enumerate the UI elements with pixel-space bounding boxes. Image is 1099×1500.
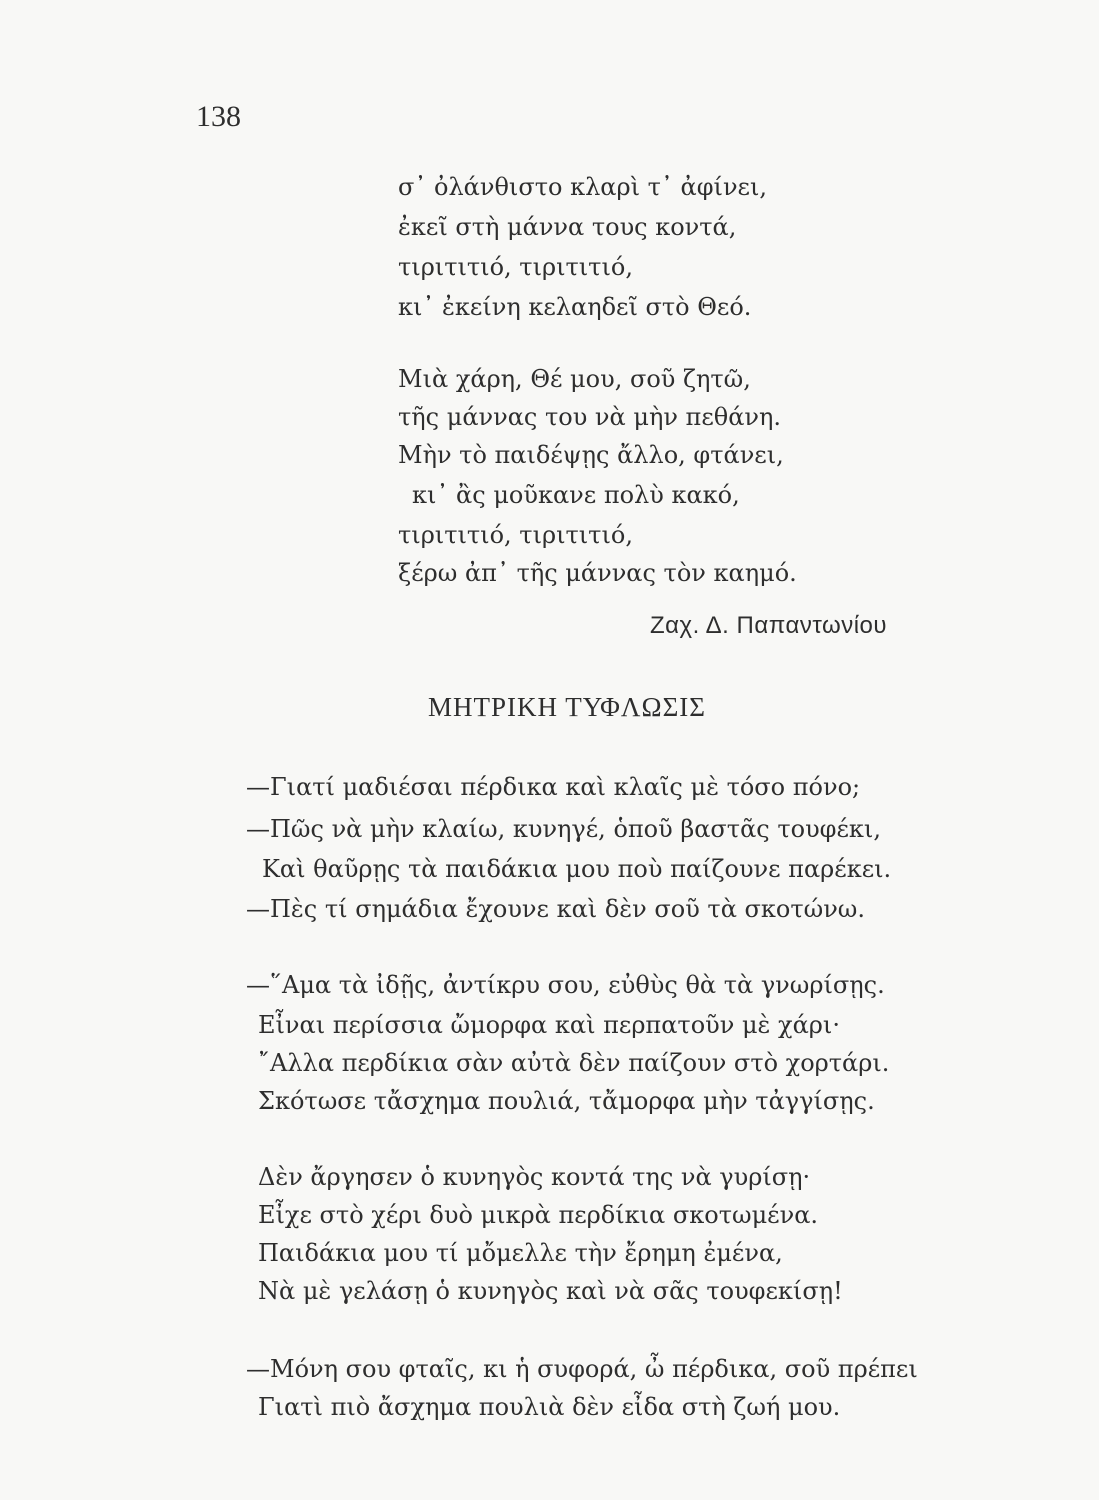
poem-line: Μὴν τὸ παιδέψῃς ἄλλο, φτάνει, bbox=[398, 441, 784, 469]
poem-line: —Γιατί μαδιέσαι πέρδικα καὶ κλαῖς μὲ τόσο πόνο; bbox=[246, 773, 861, 801]
poem-line: τῆς μάννας του νὰ μὴν πεθάνη. bbox=[398, 403, 782, 431]
page-number: 138 bbox=[196, 100, 241, 133]
poem-line: Εἶναι περίσσια ὤμορφα καὶ περπατοῦν μὲ χάρι· bbox=[258, 1011, 840, 1039]
poem-line: Παιδάκια μου τί μὄμελλε τὴν ἔρημη ἐμένα, bbox=[258, 1239, 783, 1267]
poem-line: —Πῶς νὰ μὴν κλαίω, κυνηγέ, ὁποῦ βαστᾶς τουφέκι, bbox=[246, 815, 881, 843]
poem-line: Σκότωσε τἄσχημα πουλιά, τἄμορφα μὴν τἀγγίσῃς. bbox=[258, 1087, 875, 1115]
poem-line: ῎Αλλα περδίκια σὰν αὐτὰ δὲν παίζουν στὸ χορτάρι. bbox=[258, 1049, 890, 1077]
poem-line: Μιὰ χάρη, Θέ μου, σοῦ ζητῶ, bbox=[398, 365, 751, 393]
poem-line: Εἶχε στὸ χέρι δυὸ μικρὰ περδίκια σκοτωμένα. bbox=[258, 1201, 819, 1229]
poem-line: τιριτιτιό, τιριτιτιό, bbox=[398, 253, 633, 281]
poem-line: σ᾿ ὀλάνθιστο κλαρὶ τ᾿ ἀφίνει, bbox=[398, 173, 768, 201]
poem-line: ξέρω ἀπ᾿ τῆς μάννας τὸν καημό. bbox=[398, 559, 797, 587]
poem-line: κι᾿ ἐκείνη κελαηδεῖ στὸ Θεό. bbox=[398, 293, 752, 321]
poem-line: Νὰ μὲ γελάσῃ ὁ κυνηγὸς καὶ νὰ σᾶς τουφεκίσῃ! bbox=[258, 1277, 843, 1305]
poem-line: —Πὲς τί σημάδια ἔχουνε καὶ δὲν σοῦ τὰ σκοτώνω. bbox=[246, 895, 865, 923]
poem-line: ἐκεῖ στὴ μάννα τους κοντά, bbox=[398, 213, 737, 241]
poem-line: —Μόνη σου φταῖς, κι ἡ συφορά, ὦ πέρδικα, σοῦ πρέπει bbox=[246, 1355, 918, 1383]
poem-line: Γιατὶ πιὸ ἄσχημα πουλιὰ δὲν εἶδα στὴ ζωή μου. bbox=[258, 1393, 841, 1421]
poem-line: Δὲν ἄργησεν ὁ κυνηγὸς κοντά της νὰ γυρίσῃ· bbox=[258, 1163, 811, 1191]
poem-line: κι᾿ ἂς μοῦκανε πολὺ κακό, bbox=[412, 481, 740, 509]
poem-line: —῞Αμα τὰ ἰδῇς, ἀντίκρυ σου, εὐθὺς θὰ τὰ γνωρίσῃς. bbox=[246, 971, 885, 999]
poem-line: Καὶ θαῦρῃς τὰ παιδάκια μου ποὺ παίζουνε παρέκει. bbox=[262, 855, 892, 883]
author-signature: Ζαχ. Δ. Παπαντωνίου bbox=[650, 612, 887, 639]
poem-line: τιριτιτιό, τιριτιτιό, bbox=[398, 521, 633, 549]
poem-title: ΜΗΤΡΙΚΗ ΤΥΦΛΩΣΙΣ bbox=[428, 692, 706, 722]
